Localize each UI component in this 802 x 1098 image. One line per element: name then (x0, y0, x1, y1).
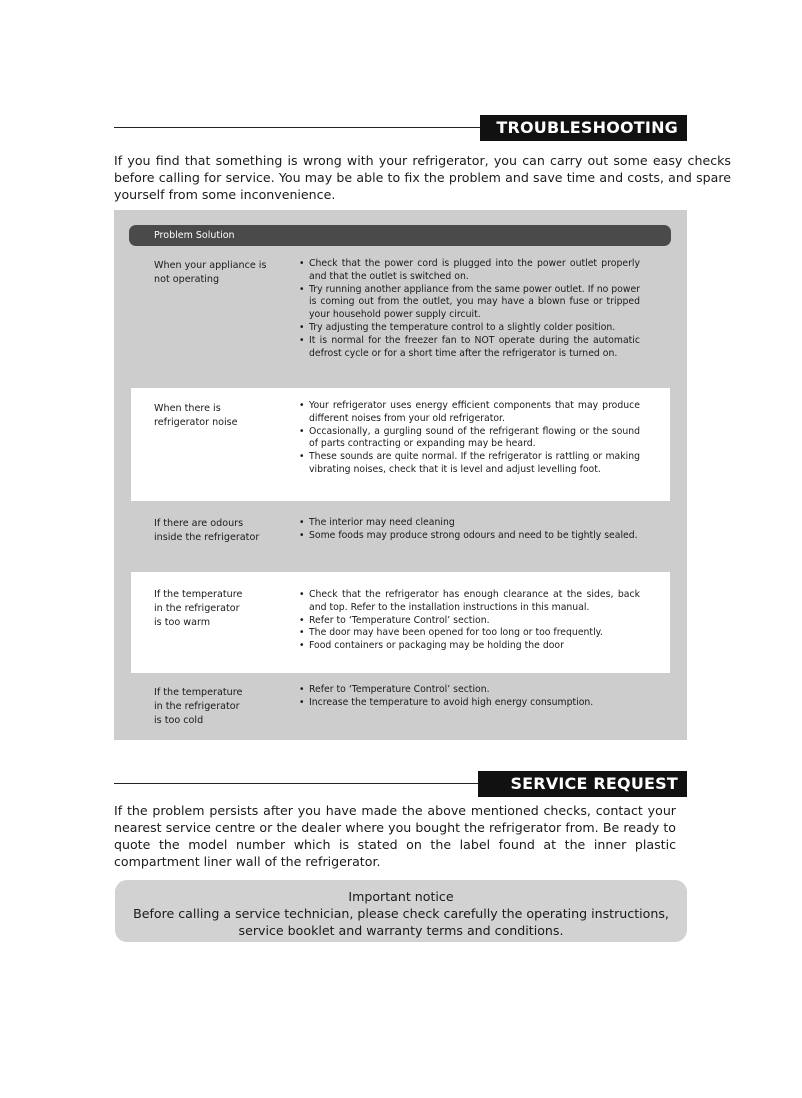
solution-item: • Some foods may produce strong odours and need to be tightly sealed. (299, 530, 640, 543)
table-row-noise (131, 388, 670, 501)
solution-list (299, 258, 640, 360)
solution-list (299, 517, 640, 543)
service-request-header (114, 771, 687, 797)
service-request-text: If the problem persists after you have made the above mentioned checks, contact your nearest service centre or the dealer where you bought the refrigerator from. Be ready to quote the model number which is stated on the label found at the inner plastic compartment liner wall of the refrigerator. (114, 803, 676, 869)
notice-title: Important notice (348, 889, 454, 904)
header-rule (114, 127, 487, 128)
important-notice (115, 880, 687, 942)
solution-list (299, 400, 640, 477)
header-rule (114, 783, 478, 784)
solution-item: • Try running another appliance from the same power outlet. If no power is coming out from the outlet, you may have a blown fuse or tripped your household power supply circuit. (299, 284, 640, 322)
solution-item: • These sounds are quite normal. If the refrigerator is rattling or making vibrating noises, check that it is level and adjust levelling foot. (299, 451, 640, 477)
solution-item: • Increase the temperature to avoid high energy consumption. (299, 697, 640, 710)
problem-label: When there is refrigerator noise (154, 403, 238, 428)
solution-item: • Check that the power cord is plugged into the power outlet properly and that the outlet is switched on. (299, 258, 640, 284)
troubleshooting-title: TROUBLESHOOTING (480, 115, 687, 141)
solution-item: • Food containers or packaging may be holding the door (299, 640, 640, 653)
table-row-not-operating (131, 256, 670, 382)
solution-item: • It is normal for the freezer fan to NOT operate during the automatic defrost cycle or for a short time after the refrigerator is turned on. (299, 335, 640, 361)
solution-item: • The door may have been opened for too long or too frequently. (299, 627, 640, 640)
problem-label: If there are odours inside the refrigerator (154, 518, 260, 543)
table-row-too-warm (131, 572, 670, 673)
problem-label: When your appliance is not operating (154, 260, 267, 285)
problem-solution-table (114, 210, 687, 740)
solution-item: • The interior may need cleaning (299, 517, 640, 530)
solution-item: • Occasionally, a gurgling sound of the refrigerant flowing or the sound of parts contracting or expanding may be heard. (299, 426, 640, 452)
solution-item: • Check that the refrigerator has enough clearance at the sides, back and top. Refer to the installation instructions in this manual. (299, 589, 640, 615)
problem-label: If the temperature in the refrigerator is too cold (154, 687, 243, 726)
troubleshooting-header (114, 115, 687, 141)
table-row-odours (131, 510, 670, 566)
solution-item: • Your refrigerator uses energy efficient components that may produce different noises from your old refrigerator. (299, 400, 640, 426)
solution-item: • Try adjusting the temperature control to a slightly colder position. (299, 322, 640, 335)
solution-list (299, 684, 640, 710)
table-row-too-cold (131, 680, 670, 736)
notice-line-2: service booklet and warranty terms and conditions. (238, 923, 564, 938)
problem-label: If the temperature in the refrigerator is too warm (154, 589, 243, 628)
notice-line-1: Before calling a service technician, please check carefully the operating instructions, (133, 906, 669, 921)
solution-list (299, 589, 640, 653)
service-request-title: SERVICE REQUEST (478, 771, 687, 797)
table-header: Problem Solution (129, 225, 671, 246)
solution-item: • Refer to ‘Temperature Control’ section. (299, 615, 640, 628)
troubleshooting-intro: If you find that something is wrong with your refrigerator, you can carry out some easy checks before calling for service. You may be able to fix the problem and save time and costs, and spare yourself from some inconvenience. (114, 153, 731, 202)
solution-item: • Refer to ‘Temperature Control’ section. (299, 684, 640, 697)
